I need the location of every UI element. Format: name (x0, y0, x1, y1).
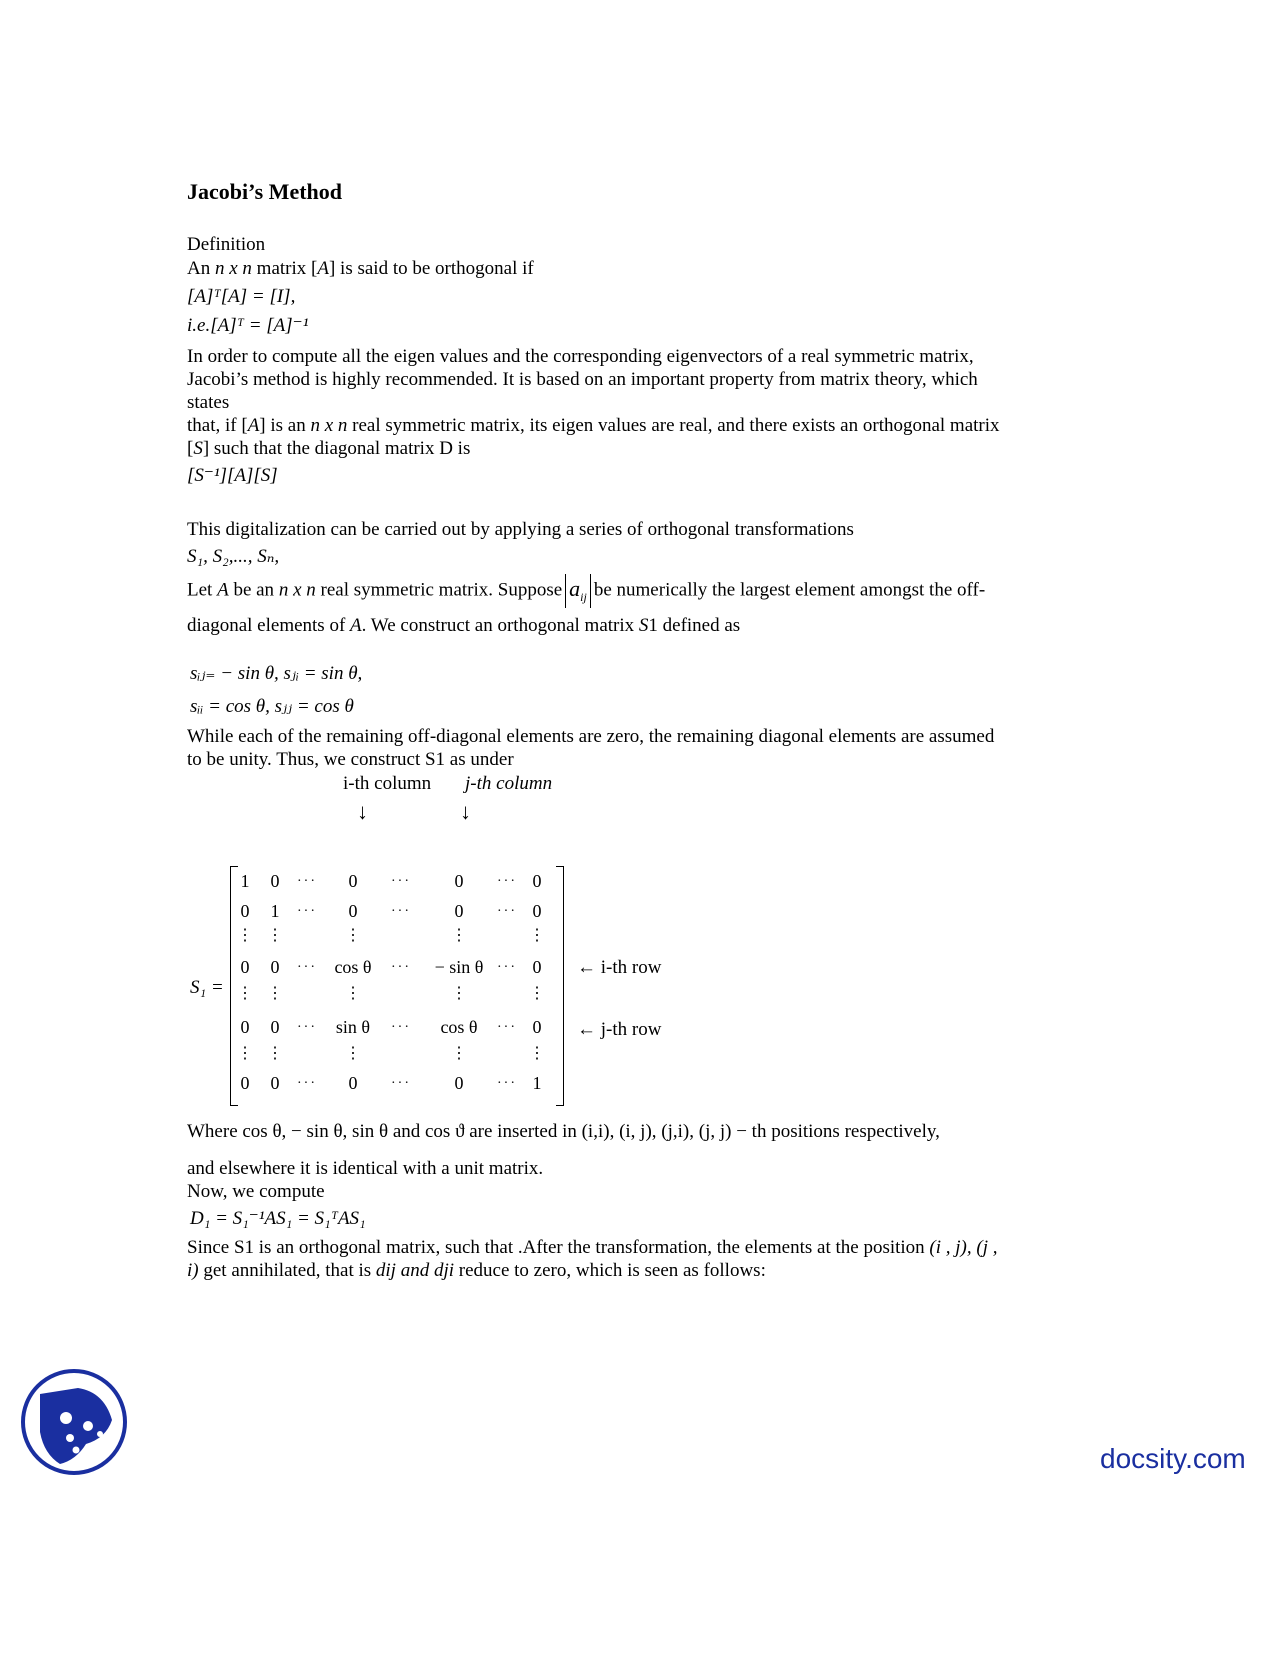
matrix-cell: cos θ (334, 957, 372, 977)
equation-similarity: [S⁻¹][A][S] (187, 465, 278, 486)
arrow-down-icon: ↓ (357, 799, 368, 824)
matrix-cell: 1 (532, 1073, 542, 1093)
matrix-cell: ··· (391, 904, 411, 919)
paragraph-line: i) get annihilated, that is dij and dji reduce to zero, which is seen as follows: (187, 1260, 766, 1281)
arrow-down-icon: ↓ (460, 799, 471, 824)
matrix-cell: ··· (497, 960, 517, 975)
paragraph-line: and elsewhere it is identical with a unit matrix. (187, 1158, 544, 1179)
row-label-j: ← j-th row (577, 1019, 662, 1040)
matrix-cell: ⋮ (451, 985, 467, 1002)
matrix-cell: 0 (240, 1017, 250, 1037)
matrix-cell: 0 (454, 871, 464, 891)
equation-transform-sequence: S₁, S₂,..., Sₙ, (187, 546, 280, 567)
matrix-cell: ··· (391, 960, 411, 975)
equation-s-offdiag: sᵢⱼ₌ − sin θ, sⱼᵢ = sin θ, (190, 663, 363, 684)
paragraph-line: to be unity. Thus, we construct S1 as under (187, 749, 514, 770)
column-header-j: j-th column (465, 773, 553, 794)
paragraph-line: Since S1 is an orthogonal matrix, such that .After the transformation, the elements at the position (i , j), (j , (187, 1237, 998, 1258)
matrix-lhs: S₁ = (190, 977, 224, 998)
matrix-cell: ⋮ (345, 1045, 361, 1062)
matrix-cell: ··· (497, 874, 517, 889)
matrix-cell: ··· (497, 904, 517, 919)
matrix-cell: ⋮ (237, 985, 253, 1002)
matrix-cell: − sin θ (434, 957, 484, 977)
rotation-matrix (230, 866, 564, 1106)
matrix-cell: 0 (532, 957, 542, 977)
paragraph-line: In order to compute all the eigen values and the corresponding eigenvectors of a real symmetric matrix, (187, 346, 974, 367)
matrix-cell: ··· (297, 1076, 317, 1091)
page-title: Jacobi’s Method (187, 179, 343, 204)
docsity-logo-icon[interactable] (20, 1368, 128, 1476)
matrix-cell: ⋮ (451, 927, 467, 944)
paragraph-line: [S] such that the diagonal matrix D is (187, 438, 471, 459)
matrix-cell: 0 (270, 1073, 280, 1093)
matrix-cell: ··· (497, 1076, 517, 1091)
matrix-cell: ⋮ (529, 1045, 545, 1062)
matrix-cell: 0 (532, 871, 542, 891)
matrix-cell: 0 (348, 1073, 358, 1093)
matrix-cell: 0 (270, 1017, 280, 1037)
matrix-cell: ··· (497, 1020, 517, 1035)
matrix-cell: 0 (240, 901, 250, 921)
matrix-cell: ··· (297, 874, 317, 889)
row-label-i: ← i-th row (577, 957, 662, 978)
matrix-cell: ··· (297, 904, 317, 919)
paragraph-line: While each of the remaining off-diagonal elements are zero, the remaining diagonal elements are assumed (187, 726, 995, 747)
matrix-cell: ··· (391, 874, 411, 889)
matrix-cell: 0 (348, 871, 358, 891)
matrix-cell: ⋮ (345, 985, 361, 1002)
paragraph-line: Jacobi’s method is highly recommended. It is based on an important property from matrix theory, which (187, 369, 978, 390)
paragraph-line: states (187, 392, 230, 413)
matrix-cell: ⋮ (451, 1045, 467, 1062)
docsity-brand-link[interactable]: docsity.com (1100, 1443, 1246, 1474)
matrix-cell: 1 (240, 871, 250, 891)
matrix-cell: sin θ (335, 1017, 371, 1037)
matrix-cell: 0 (532, 901, 542, 921)
paragraph-line: This digitalization can be carried out by applying a series of orthogonal transformations (187, 519, 854, 540)
matrix-cell: ··· (391, 1076, 411, 1091)
matrix-cell: ⋮ (267, 927, 283, 944)
matrix-cell: 0 (240, 957, 250, 977)
matrix-cell: cos θ (440, 1017, 478, 1037)
paragraph-line: Let A be an n x n real symmetric matrix. Suppose $a_{ij}$ be numerically the largest element amongst the off- (187, 574, 985, 608)
matrix-cell: 0 (532, 1017, 542, 1037)
matrix-cell: 0 (454, 1073, 464, 1093)
matrix-cell: 0 (270, 957, 280, 977)
matrix-cell: 0 (454, 901, 464, 921)
orthogonal-definition: An n x n matrix [A] is said to be orthogonal if (187, 258, 534, 279)
matrix-cell: ⋮ (529, 985, 545, 1002)
matrix-cell: ⋮ (237, 1045, 253, 1062)
matrix-cell: ··· (391, 1020, 411, 1035)
matrix-cell: 0 (240, 1073, 250, 1093)
matrix-cell: ⋮ (529, 927, 545, 944)
equation-transpose-inverse: i.e.[A]ᵀ = [A]⁻¹ (187, 315, 309, 336)
matrix-cell: ··· (297, 960, 317, 975)
matrix-cell: 0 (270, 871, 280, 891)
matrix-cell: ⋮ (267, 985, 283, 1002)
matrix-cell: 1 (270, 901, 280, 921)
column-header-i: i-th column (343, 773, 432, 794)
paragraph-line: Where cos θ, − sin θ, sin θ and cos ϑ are inserted in (i,i), (i, j), (j,i), (j, j) − th positions respectively, (187, 1121, 940, 1142)
equation-orthogonal: [A]ᵀ[A] = [I], (187, 286, 296, 307)
matrix-cell: ⋮ (237, 927, 253, 944)
paragraph-line: that, if [A] is an n x n real symmetric matrix, its eigen values are real, and there exists an orthogonal matrix (187, 415, 1000, 436)
definition-label: Definition (187, 234, 266, 255)
equation-d1: D₁ = S₁⁻¹AS₁ = S₁ᵀAS₁ (190, 1208, 366, 1229)
equation-s-diag: sᵢᵢ = cos θ, sⱼⱼ = cos θ (190, 696, 354, 717)
matrix-cell: ⋮ (345, 927, 361, 944)
matrix-cell: ··· (297, 1020, 317, 1035)
paragraph-line: diagonal elements of A. We construct an orthogonal matrix S1 defined as (187, 615, 741, 636)
matrix-cell: 0 (348, 901, 358, 921)
matrix-cell: ⋮ (267, 1045, 283, 1062)
paragraph-line: Now, we compute (187, 1181, 325, 1202)
